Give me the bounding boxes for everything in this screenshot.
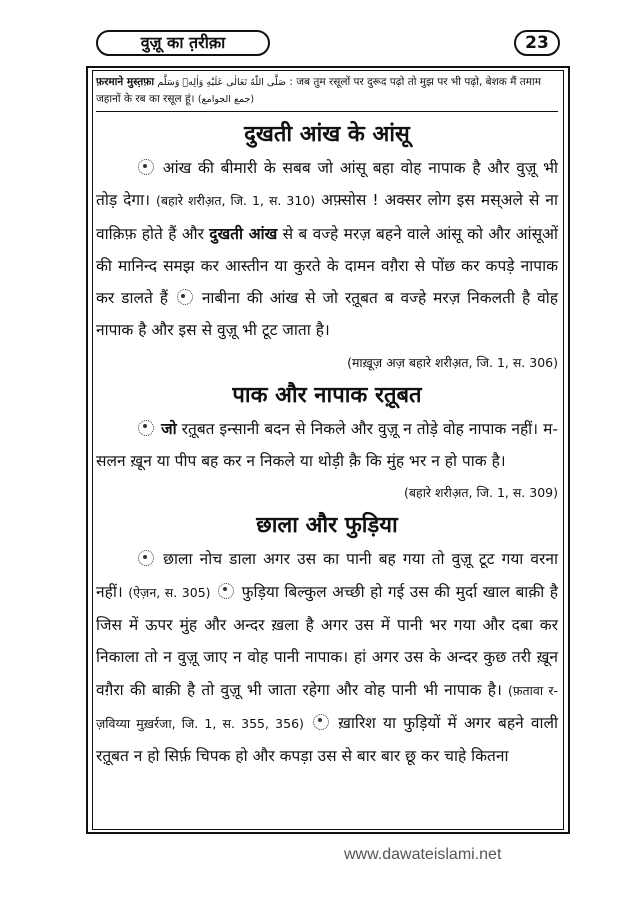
- chapter-title: वुज़ू का त़रीक़ा: [96, 30, 270, 56]
- paragraph-blister: छाला नोच डाला अगर उस का पानी बह गया तो वुज़ू टूट गया वरना नहीं। (ऐज़न, स. 305) फुड़िया बिल्कुल अच्छी हो गई उस की मुर्दा खाल बाक़ी है जिस में ऊपर मुंह और अन्दर ख़ला है अगर उस में पानी भर गया और दबा कर निकाला तो न वुज़ू जाए न वोह पानी नापाक। हां अगर उस के अन्दर कुछ तरी ख़ून वग़ैरा की बाक़ी है तो वुज़ू भी जाता रहेगा और वोह पानी भी नापाक है। (फ़तावा र-ज़विय्या मुख़र्रजा, जि. 1, स. 355, 356) ख़ारिश या फुड़ियों में अगर बहने वाली रत़ूबत न हो सिर्फ़ चिपक हो और कपड़ा उस से बार बार छू कर चाहे कितना: [96, 550, 558, 766]
- hadith-quote-box: [96, 74, 558, 112]
- section-heading-pure-impure-fluid: पाक और नापाक रत़ूबत: [232, 382, 422, 408]
- flower-bullet-icon: [177, 289, 193, 305]
- website-footer: www.dawateislami.net: [344, 846, 502, 863]
- flower-bullet-icon: [313, 714, 329, 730]
- citation: (बहारे शरीअ़त, जि. 1, स. 310): [155, 193, 316, 209]
- citation-line: (बहारे शरीअ़त, जि. 1, स. 309): [404, 485, 558, 501]
- quote-label: फ़रमाने मुस्त़फ़ा: [96, 76, 155, 88]
- paragraph-fluid: जो रत़ूबत इन्सानी बदन से निकले और वुज़ू न तोड़े वोह नापाक नहीं। म-सलन ख़ून या पीप बह कर न निकले या थोड़ी कै़ कि मुंह भर न हो पाक है।: [96, 419, 558, 471]
- citation: (ऐज़न, स. 305): [128, 584, 211, 600]
- flower-bullet-icon: [138, 159, 154, 175]
- section-heading-blister-boil: छाला और फुड़िया: [256, 513, 398, 539]
- page-content: [96, 118, 558, 772]
- quote-arabic-salutation: صَلَّى اللّٰهُ تَعَالٰى عَلَيْهِ وَاٰلِهٖ وَسَلَّم: [157, 77, 287, 88]
- citation: (फ़तावा र-ज़विय्या मुख़र्रजा, जि. 1, स. 355, 356): [96, 682, 558, 731]
- paragraph-eye-tears: आंख की बीमारी के सबब जो आंसू बहा वोह नापाक है और वुज़ू भी तोड़ देगा। (बहारे शरीअ़त, जि. 1, स. 310) अफ़्सोस ! अक्सर लोग इस मस्अले से ना वाक़िफ़ होते हैं और दुखती आंख से ब वज्हे मरज़ बहने वाले आंसू को और आंसूओं की मानिन्द समझ कर आस्तीन या कुरते के दामन वग़ैरा से पोंछ कर कपड़े नापाक कर डालते हैं नाबीना की आंख से जो रत़ूबत ब वज्हे मरज़ निकलती है वोह नापाक है और इस से वुज़ू भी टूट जाता है।: [96, 159, 558, 340]
- page-number: 23: [514, 30, 560, 56]
- flower-bullet-icon: [138, 550, 154, 566]
- flower-bullet-icon: [138, 420, 154, 436]
- section-heading-painful-eye-tears: दुखती आंख के आंसू: [244, 122, 410, 147]
- quote-text: : जब तुम रसूलों पर दुरूद पढ़ो तो मुझ पर भी पढ़ो, बेशक मैं तमाम जहानों के रब का रसूल हूं।: [96, 76, 542, 105]
- quote-source: (جمع الجوامع): [197, 94, 255, 105]
- flower-bullet-icon: [218, 583, 234, 599]
- citation-line: (माख़ूज़ अज़ बहारे शरीअ़त, जि. 1, स. 306): [347, 354, 558, 370]
